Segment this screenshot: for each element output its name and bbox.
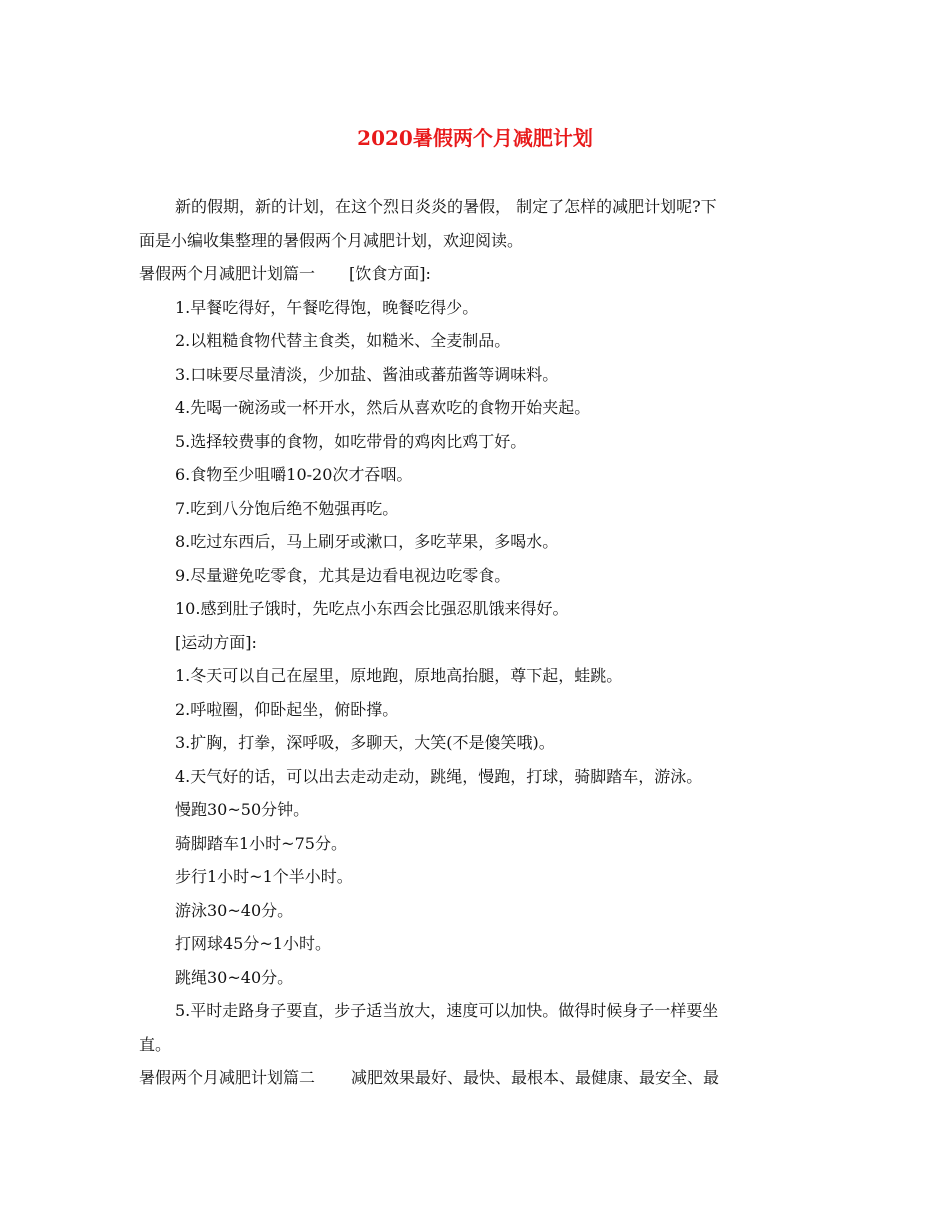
- diet-item: 4.先喝一碗汤或一杯开水，然后从喜欢吃的食物开始夹起。: [175, 398, 591, 417]
- diet-item: 1.早餐吃得好，午餐吃得饱，晚餐吃得少。: [175, 297, 479, 317]
- exercise-item: 跳绳30~40分。: [175, 967, 294, 987]
- diet-item: 9.尽量避免吃零食，尤其是边看电视边吃零食。: [175, 565, 511, 585]
- document-title: 2020暑假两个月减肥计划: [357, 126, 593, 150]
- exercise-item-5-line-1: 5.平时走路身子要直，步子适当放大，速度可以加快。做得时候身子一样要坐: [175, 1001, 719, 1020]
- section2-heading: 暑假两个月减肥计划篇二: [139, 1068, 316, 1087]
- exercise-item: 步行1小时~1个半小时。: [175, 867, 353, 886]
- intro-line-2: 面是小编收集整理的暑假两个月减肥计划，欢迎阅读。: [139, 230, 524, 250]
- exercise-item: 2.呼啦圈，仰卧起坐，俯卧撑。: [175, 699, 399, 719]
- diet-item: 10.感到肚子饿时，先吃点小东西会比强忍肌饿来得好。: [175, 599, 569, 618]
- diet-item: 6.食物至少咀嚼10-20次才吞咽。: [175, 465, 413, 484]
- diet-item: 8.吃过东西后，马上刷牙或漱口，多吃苹果，多喝水。: [175, 532, 559, 551]
- exercise-item: 骑脚踏车1小时~75分。: [175, 833, 347, 853]
- exercise-heading: [运动方面]:: [175, 632, 257, 652]
- exercise-item: 4.天气好的话，可以出去走动走动，跳绳，慢跑，打球，骑脚踏车，游泳。: [175, 766, 703, 786]
- exercise-item-5-line-2: 直。: [139, 1034, 172, 1054]
- exercise-item: 游泳30~40分。: [175, 900, 294, 920]
- section2-line: [139, 1061, 815, 1095]
- diet-item: 7.吃到八分饱后绝不勉强再吃。: [175, 498, 399, 518]
- exercise-item: 慢跑30~50分钟。: [175, 800, 310, 819]
- diet-item: 5.选择较费事的食物，如吃带骨的鸡肉比鸡丁好。: [175, 431, 527, 451]
- diet-item: 3.口味要尽量清淡，少加盐、酱油或蕃茄酱等调味料。: [175, 364, 559, 384]
- section1-heading: 暑假两个月减肥计划篇一: [139, 264, 316, 283]
- diet-item: 2.以粗糙食物代替主食类，如糙米、全麦制品。: [175, 331, 511, 350]
- diet-heading: [饮食方面]:: [349, 264, 431, 283]
- section2-text: 减肥效果最好、最快、最根本、最健康、最安全、最: [351, 1068, 720, 1087]
- document-body: [139, 190, 815, 1095]
- intro-line-1: 新的假期，新的计划，在这个烈日炎炎的暑假， 制定了怎样的减肥计划呢?下: [175, 197, 717, 216]
- section1-line: [139, 257, 815, 291]
- exercise-item: 1.冬天可以自己在屋里，原地跑，原地高抬腿，尊下起，蛙跳。: [175, 666, 623, 685]
- exercise-item: 打网球45分~1小时。: [175, 934, 331, 953]
- exercise-item: 3.扩胸，打拳，深呼吸，多聊天，大笑(不是傻笑哦)。: [175, 733, 555, 752]
